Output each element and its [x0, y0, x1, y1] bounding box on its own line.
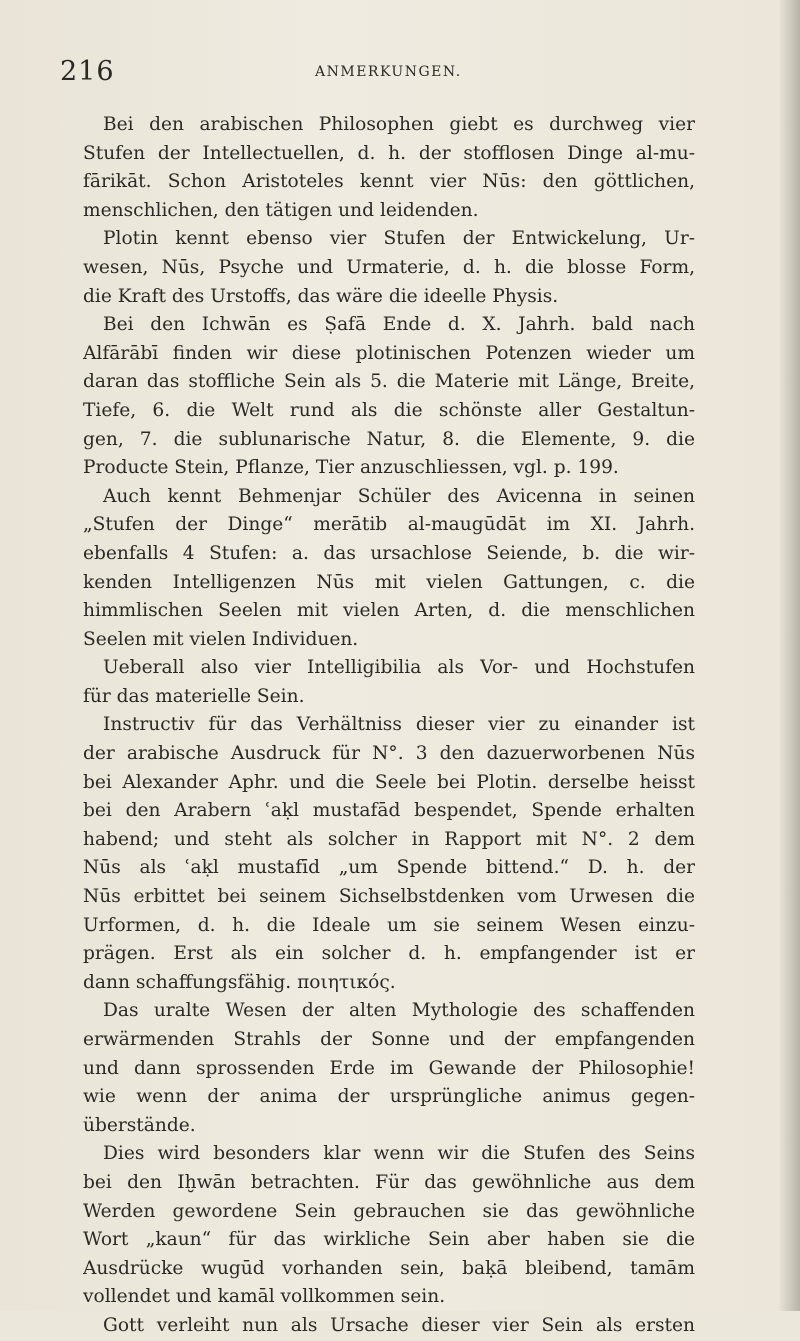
- text-line: fārikāt. Schon Aristoteles kennt vier Nūs: den göttlichen,: [83, 171, 695, 193]
- text-line: Gott verleiht nun als Ursache dieser vier Sein als ersten: [103, 1314, 695, 1336]
- running-title: ANMERKUNGEN.: [315, 64, 462, 80]
- text-line: Ueberall also vier Intelligibilia als Vor- und Hochstufen: [103, 657, 695, 679]
- text-line: Dies wird besonders klar wenn wir die Stufen des Seins: [103, 1143, 695, 1165]
- text-line: Stufen der Intellectuellen, d. h. der stofflosen Dinge al-mu-: [83, 142, 695, 164]
- text-line: Werden gewordene Sein gebrauchen sie das gewöhnliche: [83, 1200, 695, 1222]
- text-line: Alfārābī finden wir diese plotinischen Potenzen wieder um: [83, 342, 695, 364]
- text-line: Wort „kaun“ für das wirkliche Sein aber haben sie die: [83, 1229, 695, 1251]
- text-line: Das uralte Wesen der alten Mythologie des schaffenden: [103, 1000, 695, 1022]
- text-line: Tiefe, 6. die Welt rund als die schönste aller Gestaltun-: [83, 399, 695, 421]
- text-line: Auch kennt Behmenjar Schüler des Avicenna in seinen: [103, 485, 695, 507]
- text-line: Producte Stein, Pflanze, Tier anzuschliessen, vgl. p. 199.: [83, 457, 619, 479]
- text-line: „Stufen der Dinge“ merātib al-maugūdāt im XI. Jahrh.: [83, 514, 695, 536]
- text-line: Bei den Ichwān es Ṣafā Ende d. X. Jahrh. bald nach: [103, 314, 695, 336]
- page-number: 216: [60, 56, 115, 87]
- text-line: der arabische Ausdruck für N°. 3 den dazuerworbenen Nūs: [83, 743, 695, 765]
- text-line: Ausdrücke wugūd vorhanden sein, baḳā bleibend, tamām: [83, 1257, 695, 1279]
- text-line: Nūs als ʿaḳl mustafīd „um Spende bittend.“ D. h. der: [83, 857, 695, 879]
- text-line: überstände.: [83, 1114, 196, 1136]
- text-line: Urformen, d. h. die Ideale um sie seinem Wesen einzu-: [83, 914, 695, 936]
- text-line: gen, 7. die sublunarische Natur, 8. die Elemente, 9. die: [83, 428, 695, 450]
- text-line: bei den Iḫwān betrachten. Für das gewöhnliche aus dem: [83, 1171, 695, 1193]
- text-line: die Kraft des Urstoffs, das wäre die ideelle Physis.: [83, 285, 559, 307]
- text-line: dann schaffungsfähig. ποιητικός.: [83, 971, 396, 993]
- text-line: vollendet und kamāl vollkommen sein.: [83, 1286, 446, 1308]
- running-head: [60, 56, 680, 96]
- text-line: menschlichen, den tätigen und leidenden.: [83, 199, 479, 221]
- text-line: himmlischen Seelen mit vielen Arten, d. die menschlichen: [83, 600, 695, 622]
- text-line: bei Alexander Aphr. und die Seele bei Plotin. derselbe heisst: [83, 771, 695, 793]
- text-line: erwärmenden Strahls der Sonne und der empfangenden: [83, 1029, 695, 1050]
- text-line: und dann sprossenden Erde im Gewande der Philosophie!: [83, 1057, 695, 1079]
- page-edge-shadow: [778, 0, 800, 1311]
- text-line: ebenfalls 4 Stufen: a. das ursachlose Seiende, b. die wir-: [83, 542, 695, 564]
- text-line: Nūs erbittet bei seinem Sichselbstdenken vom Urwesen die: [83, 886, 695, 908]
- text-line: prägen. Erst als ein solcher d. h. empfangender ist er: [83, 943, 695, 965]
- text-line: Instructiv für das Verhältniss dieser vier zu einander ist: [103, 714, 695, 736]
- text-line: bei den Arabern ʿaḳl mustafād bespendet, Spende erhalten: [83, 800, 695, 822]
- text-line: wesen, Nūs, Psyche und Urmaterie, d. h. die blosse Form,: [83, 256, 695, 278]
- text-line: kenden Intelligenzen Nūs mit vielen Gattungen, c. die: [83, 571, 695, 593]
- body-text: [83, 111, 695, 1341]
- text-line: Plotin kennt ebenso vier Stufen der Entwickelung, Ur-: [103, 228, 695, 250]
- text-line: daran das stoffliche Sein als 5. die Materie mit Länge, Breite,: [83, 371, 695, 393]
- text-line: Seelen mit vielen Individuen.: [83, 628, 359, 650]
- text-line: für das materielle Sein.: [83, 685, 305, 707]
- text-line: wie wenn der anima der ursprüngliche animus gegen-: [83, 1086, 695, 1108]
- text-line: habend; und steht als solcher in Rapport mit N°. 2 dem: [83, 828, 695, 850]
- text-line: Bei den arabischen Philosophen giebt es durchweg vier: [103, 114, 695, 135]
